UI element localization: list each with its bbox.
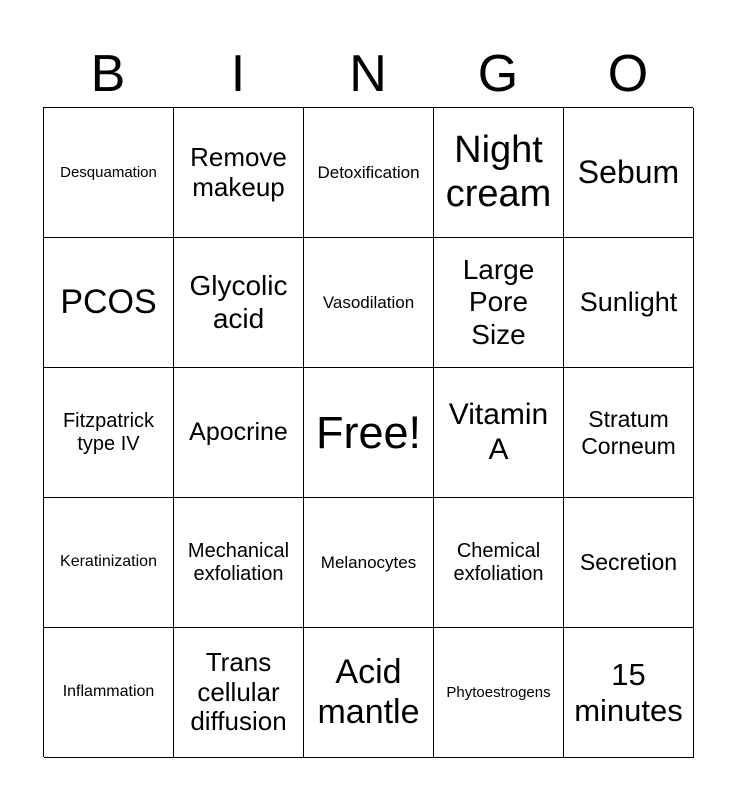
free-space-cell[interactable]: Free! bbox=[304, 368, 434, 498]
bingo-cell[interactable]: Vitamin A bbox=[434, 368, 564, 498]
bingo-cell[interactable]: Remove makeup bbox=[174, 108, 304, 238]
bingo-cell[interactable]: Sebum bbox=[564, 108, 694, 238]
bingo-cell[interactable]: Secretion bbox=[564, 498, 694, 628]
header-letter-b: B bbox=[90, 45, 126, 103]
bingo-cell[interactable]: Keratinization bbox=[44, 498, 174, 628]
bingo-cell[interactable]: Large Pore Size bbox=[434, 238, 564, 368]
bingo-cell[interactable]: Vasodilation bbox=[304, 238, 434, 368]
bingo-cell[interactable]: Mechanical exfoliation bbox=[174, 498, 304, 628]
bingo-cell[interactable]: Trans cellular diffusion bbox=[174, 628, 304, 758]
bingo-cell[interactable]: Apocrine bbox=[174, 368, 304, 498]
bingo-cell[interactable]: Inflammation bbox=[44, 628, 174, 758]
bingo-cell[interactable]: Chemical exfoliation bbox=[434, 498, 564, 628]
header-letter-i: I bbox=[230, 45, 246, 103]
bingo-cell[interactable]: Stratum Corneum bbox=[564, 368, 694, 498]
bingo-cell[interactable]: Phytoestrogens bbox=[434, 628, 564, 758]
bingo-cell[interactable]: Acid mantle bbox=[304, 628, 434, 758]
header-letter-o: O bbox=[607, 45, 649, 103]
bingo-cell[interactable]: Fitzpatrick type IV bbox=[44, 368, 174, 498]
header-letter-g: G bbox=[477, 45, 519, 103]
bingo-cell[interactable]: Melanocytes bbox=[304, 498, 434, 628]
bingo-cell[interactable]: Desquamation bbox=[44, 108, 174, 238]
bingo-cell[interactable]: 15 minutes bbox=[564, 628, 694, 758]
bingo-cell[interactable]: PCOS bbox=[44, 238, 174, 368]
bingo-cell[interactable]: Sunlight bbox=[564, 238, 694, 368]
bingo-header bbox=[43, 40, 693, 108]
bingo-cell[interactable]: Glycolic acid bbox=[174, 238, 304, 368]
bingo-cell[interactable]: Detoxification bbox=[304, 108, 434, 238]
bingo-grid bbox=[43, 107, 693, 757]
bingo-cell[interactable]: Night cream bbox=[434, 108, 564, 238]
header-letter-n: N bbox=[349, 45, 387, 103]
